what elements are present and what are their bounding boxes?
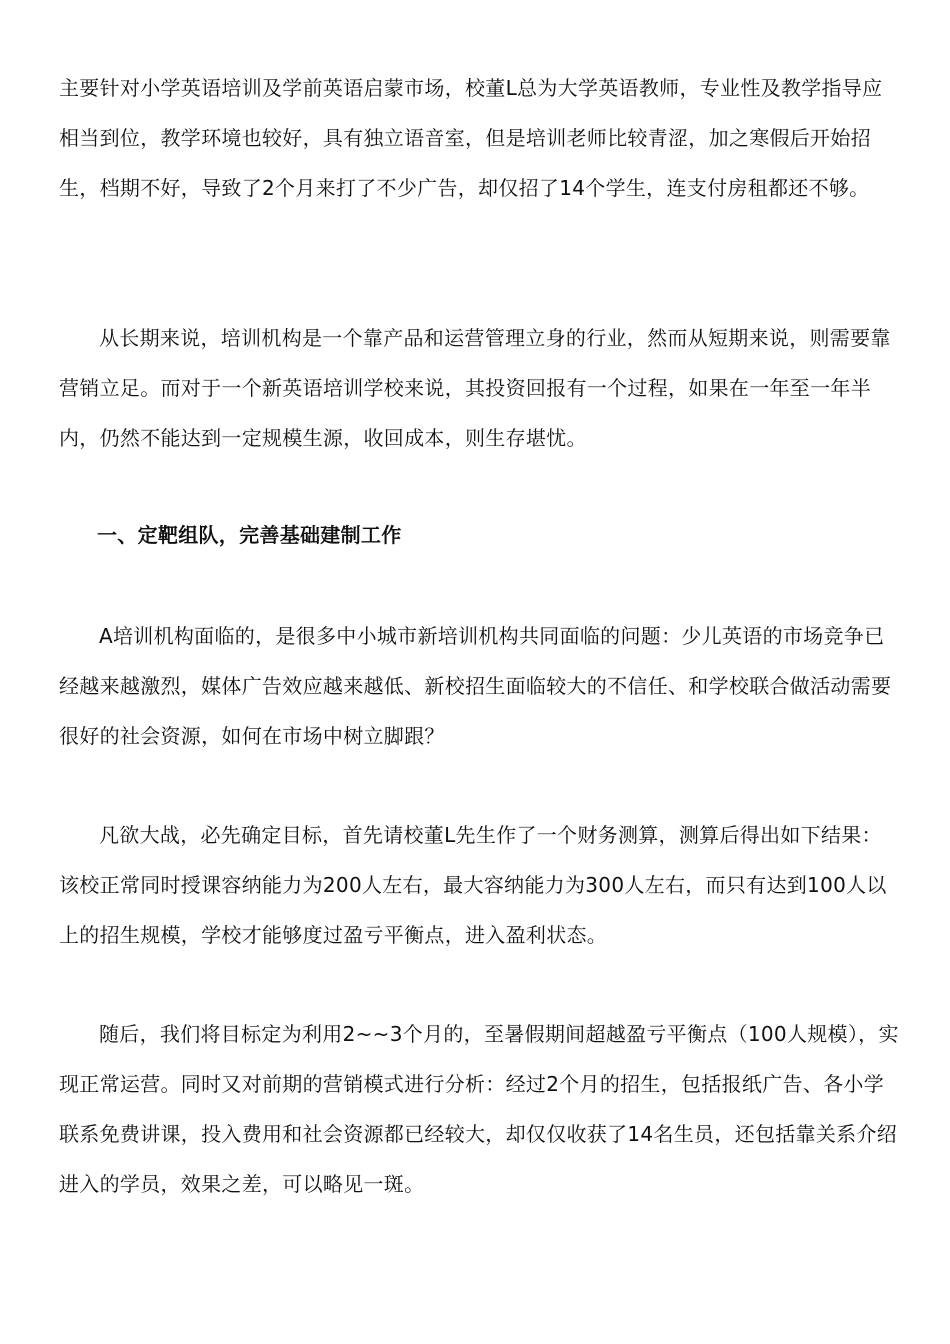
paragraph-marketing-analysis: 随后，我们将目标定为利用2~~3个月的，至暑假期间超越盈亏平衡点（100人规模），实现正常运营。同时又对前期的营销模式进行分析：经过2个月的招生，包括报纸广告、各小学联系免费讲课，投入费用和社会资源都已经较大，却仅仅收获了14名生员，还包括靠关系介绍进入的学员，效果之差，可以略见一斑。 (59, 1022, 899, 1196)
paragraph-financial-target: 凡欲大战，必先确定目标，首先请校董L先生作了一个财务测算，测算后得出如下结果：该校正常同时授课容纳能力为200人左右，最大容纳能力为300人左右，而只有达到100人以上的招生规模，学校才能够度过盈亏平衡点，进入盈利状态。 (59, 823, 887, 947)
section-heading-1: 一、定靶组队，完善基础建制工作 (97, 523, 402, 547)
paragraph-market-problems: A培训机构面临的，是很多中小城市新培训机构共同面临的问题：少儿英语的市场竞争已经越来越激烈，媒体广告效应越来越低、新校招生面临较大的不信任、和学校联合做活动需要很好的社会资源，如何在市场中树立脚跟？ (59, 624, 892, 748)
paragraph-long-term-view: 从长期来说，培训机构是一个靠产品和运营管理立身的行业，然而从短期来说，则需要靠营销立足。而对于一个新英语培训学校来说，其投资回报有一个过程，如果在一年至一年半内，仍然不能达到一定规模生源，收回成本，则生存堪忧。 (59, 326, 891, 450)
paragraph-school-overview: 主要针对小学英语培训及学前英语启蒙市场，校董L总为大学英语教师，专业性及教学指导应相当到位，教学环境也较好，具有独立语音室，但是培训老师比较青涩，加之寒假后开始招生，档期不好，导致了2个月来打了不少广告，却仅招了14个学生，连支付房租都还不够。 (59, 76, 883, 200)
